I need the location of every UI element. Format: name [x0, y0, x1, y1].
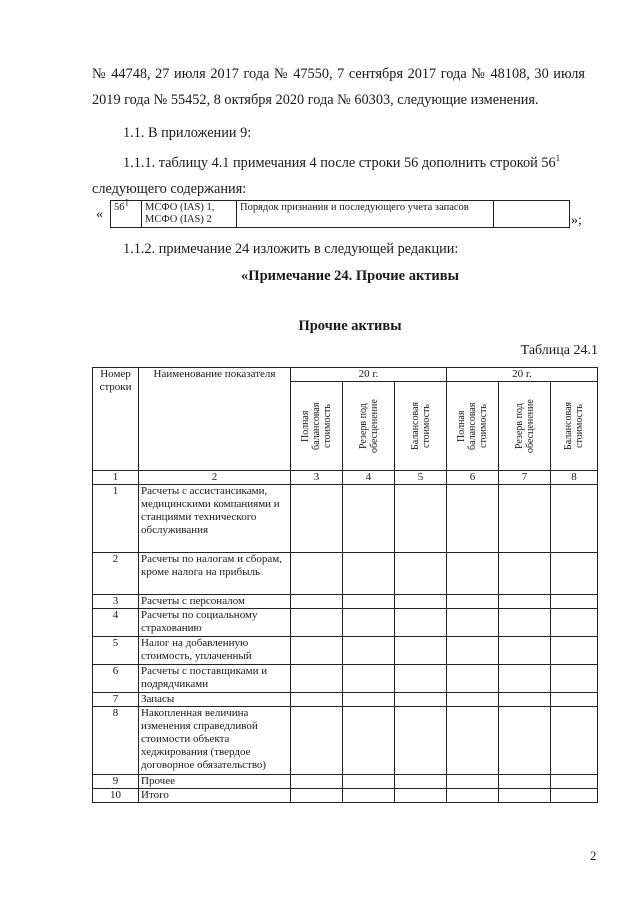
inserted-row-standard: МСФО (IAS) 1, МСФО (IAS) 2: [142, 201, 237, 228]
column-number: 4: [343, 471, 395, 485]
header-reserve-1: Резерв под обесценение: [343, 382, 395, 471]
table-row: [93, 485, 598, 553]
table-row: [93, 789, 598, 803]
header-full-value-1: Полная балансовая стоимость: [291, 382, 343, 471]
table-row: [93, 595, 598, 609]
row-number: 8: [93, 707, 139, 775]
table-row: [93, 693, 598, 707]
column-number: 8: [551, 471, 598, 485]
page-number: 2: [590, 848, 597, 863]
column-number: 1: [93, 471, 139, 485]
header-full-value-2: Полная балансовая стоимость: [447, 382, 499, 471]
other-assets-table: [92, 367, 598, 803]
row-name: Прочее: [139, 775, 291, 789]
inserted-row-number: $56^1$: [111, 201, 142, 228]
header-year-group-1: 20 г.: [291, 368, 447, 382]
quote-close: »;: [571, 213, 582, 228]
row-name: Запасы: [139, 693, 291, 707]
column-number: 2: [139, 471, 291, 485]
header-indicator-name: Наименование показателя: [139, 368, 291, 471]
column-number: 6: [447, 471, 499, 485]
column-number: 7: [499, 471, 551, 485]
item-1-1-1-continuation: следующего содержания:: [92, 181, 247, 197]
header-book-value-2: Балансовая стоимость: [551, 382, 598, 471]
row-name: Итого: [139, 789, 291, 803]
header-year-group-2: 20 г.: [447, 368, 598, 382]
row-name: Расчеты с ассистансиками, медицинскими компаниями и станциями технического обслуживания: [139, 485, 291, 553]
row-name: Расчеты с поставщиками и подрядчиками: [139, 665, 291, 693]
row-name: Расчеты с персоналом: [139, 595, 291, 609]
header-row-number: Номер строки: [93, 368, 139, 471]
column-number: 3: [291, 471, 343, 485]
row-number: 10: [93, 789, 139, 803]
row-name: Накопленная величина изменения справедливой стоимости объекта хеджирования (твердое договорное обязательство): [139, 707, 291, 775]
row-number: 4: [93, 609, 139, 637]
table-row: [93, 553, 598, 595]
table-row: [93, 775, 598, 789]
row-number: 9: [93, 775, 139, 789]
note-heading: «Примечание 24. Прочие активы: [241, 268, 459, 284]
inserted-row-description: Порядок признания и последующего учета запасов: [237, 201, 494, 228]
row-number: 5: [93, 637, 139, 665]
inserted-row-table: [110, 197, 570, 228]
table-caption: Таблица 24.1: [520, 343, 598, 358]
row-number: 2: [93, 553, 139, 595]
table-row: [93, 609, 598, 637]
table-row: [93, 665, 598, 693]
item-1-1-2: 1.1.2. примечание 24 изложить в следующей редакции:: [123, 241, 459, 257]
row-name: Расчеты по социальному страхованию: [139, 609, 291, 637]
row-number: 3: [93, 595, 139, 609]
row-number: 7: [93, 693, 139, 707]
inserted-row-empty: [494, 201, 570, 228]
intro-line-1: № 44748, 27 июля 2017 года № 47550, 7 сентября 2017 года № 48108, 30 июля: [92, 66, 585, 82]
item-1-1-1: 1.1.1. таблицу 4.1 примечания 4 после строки 56 дополнить строкой $56^1$: [123, 153, 561, 171]
quote-open: «: [96, 207, 103, 222]
column-number: 5: [395, 471, 447, 485]
row-name: Налог на добавленную стоимость, уплаченный: [139, 637, 291, 665]
row-name: Расчеты по налогам и сборам, кроме налога на прибыль: [139, 553, 291, 595]
header-reserve-2: Резерв под обесценение: [499, 382, 551, 471]
intro-line-2: 2019 года № 55452, 8 октября 2020 года № 60303, следующие изменения.: [92, 92, 539, 108]
table-row: [93, 707, 598, 775]
table-row: [93, 637, 598, 665]
item-1-1: 1.1. В приложении 9:: [123, 125, 252, 141]
row-number: 6: [93, 665, 139, 693]
table-title: Прочие активы: [298, 318, 402, 334]
header-book-value-1: Балансовая стоимость: [395, 382, 447, 471]
row-number: 1: [93, 485, 139, 553]
